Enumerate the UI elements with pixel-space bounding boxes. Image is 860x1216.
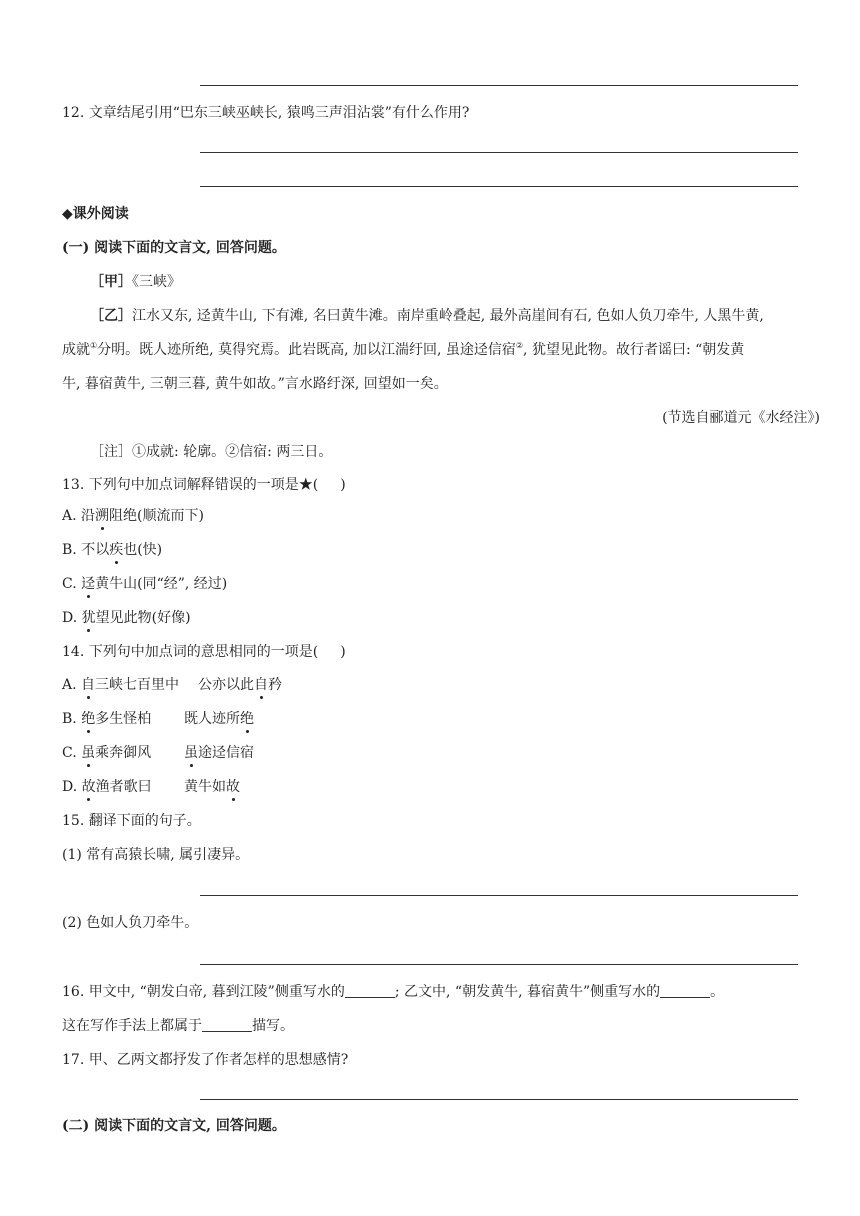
yi-text: 成就 <box>62 342 90 358</box>
dotted-word: 故 <box>226 779 240 795</box>
jia-title: 《三峡》 <box>132 274 181 290</box>
question-text: 。 <box>710 984 725 1000</box>
option-text: 多生怪柏 <box>95 711 152 727</box>
option-text: 既人迹所 <box>184 711 240 727</box>
fill-blank[interactable] <box>660 983 710 998</box>
option-text: A. <box>62 677 82 693</box>
part-two-heading: (二) 阅读下面的文言文, 回答问题。 <box>62 1118 286 1134</box>
fill-blank[interactable] <box>345 983 395 998</box>
option-text: 途迳信宿 <box>198 745 254 761</box>
footnote-mark: ② <box>515 341 524 350</box>
q13-option-d[interactable] <box>62 608 191 628</box>
question-14 <box>62 642 346 662</box>
option-text: 三峡七百里中 <box>95 677 180 693</box>
q14-option-d-second <box>184 777 240 797</box>
option-text: 阻绝(顺流而下) <box>109 508 204 524</box>
answer-line[interactable] <box>200 1099 798 1100</box>
option-text: 乘奔御风 <box>95 745 152 761</box>
dotted-word: 故 <box>81 779 96 795</box>
dotted-word: 自 <box>81 677 96 693</box>
section-heading-outside-reading: ◆课外阅读 <box>62 206 129 222</box>
option-text: 黄牛如 <box>184 779 226 795</box>
q14-option-b-second <box>184 709 254 729</box>
paren-close: ) <box>340 644 346 660</box>
option-text: 公亦以此 <box>198 677 254 693</box>
yi-text: 分明。既人迹所绝, 莫得究焉。此岩既高, 加以江湍纡回, 虽途迳信宿 <box>97 342 516 358</box>
question-text: 描写。 <box>252 1018 294 1034</box>
option-text: 矜 <box>268 677 282 693</box>
dotted-word: 溯 <box>95 508 110 524</box>
question-16 <box>62 982 724 1002</box>
dotted-word: 绝 <box>81 711 96 727</box>
yi-text: 江水又东, 迳黄牛山, 下有滩, 名曰黄牛滩。南岸重岭叠起, 最外高崖间有石, 色如人负刀牵牛, 人黑牛黄, <box>132 308 764 324</box>
question-text: 这在写作手法上都属于 <box>62 1018 202 1034</box>
passage-jia <box>90 272 181 292</box>
yi-label: ［乙］ <box>90 308 132 324</box>
fill-blank[interactable] <box>202 1017 252 1032</box>
answer-line <box>200 152 798 153</box>
passage-yi-line-1 <box>90 306 764 326</box>
dotted-word: 虽 <box>184 745 198 761</box>
part-one-heading: (一) 阅读下面的文言文, 回答问题。 <box>62 240 286 256</box>
answer-line <box>200 85 798 86</box>
option-text: B. 不以 <box>62 542 110 558</box>
dotted-word: 绝 <box>240 711 254 727</box>
question-stem: 13. 下列句中加点词解释错误的一项是★( <box>62 477 319 493</box>
dotted-word: 迳 <box>81 576 96 592</box>
option-text: 黄牛山(同“经”, 经过) <box>95 576 228 592</box>
passage-yi-line-2 <box>62 340 744 360</box>
option-text: C. <box>62 745 82 761</box>
dotted-word: 虽 <box>81 745 96 761</box>
q14-option-d[interactable] <box>62 777 152 797</box>
dotted-word: 自 <box>254 677 268 693</box>
q14-option-c[interactable] <box>62 743 151 763</box>
q15-sentence-2: (2) 色如人负刀牵牛。 <box>62 915 199 931</box>
option-text: D. <box>62 610 82 626</box>
q15-sentence-1: (1) 常有高猿长啸, 属引凄异。 <box>62 847 250 863</box>
q14-option-b[interactable] <box>62 709 151 729</box>
option-text: C. <box>62 576 82 592</box>
option-text: 渔者歌曰 <box>95 779 152 795</box>
jia-label: ［甲］ <box>90 274 132 290</box>
option-text: D. <box>62 779 82 795</box>
question-15: 15. 翻译下面的句子。 <box>62 813 201 829</box>
q13-option-c[interactable] <box>62 574 227 594</box>
option-text: 望见此物(好像) <box>95 610 191 626</box>
q13-option-a[interactable] <box>62 506 204 526</box>
paren-close: ) <box>340 477 346 493</box>
option-text: A. 沿 <box>62 508 96 524</box>
q13-option-b[interactable] <box>62 540 162 560</box>
answer-line[interactable] <box>200 964 798 965</box>
question-13 <box>62 475 346 495</box>
dotted-word: 疾 <box>109 542 124 558</box>
q14-option-a-second <box>198 675 282 695</box>
question-text: ; 乙文中, “朝发黄牛, 暮宿黄牛”侧重写水的 <box>394 984 661 1000</box>
question-17: 17. 甲、乙两文都抒发了作者怎样的思想感情? <box>62 1052 349 1068</box>
q14-option-c-second <box>184 743 254 763</box>
question-16-line-2 <box>62 1016 294 1036</box>
q14-option-a[interactable] <box>62 675 179 695</box>
question-stem: 14. 下列句中加点词的意思相同的一项是( <box>62 644 319 660</box>
question-12: 12. 文章结尾引用“巴东三峡巫峡长, 猿鸣三声泪沾裳”有什么作用? <box>62 105 470 121</box>
option-text: 也(快) <box>123 542 163 558</box>
footnote-mark: ① <box>90 341 98 350</box>
source-citation: (节选自郦道元《水经注》) <box>662 410 820 426</box>
option-text: B. <box>62 711 82 727</box>
question-text: 16. 甲文中, “朝发白帝, 暮到江陵”侧重写水的 <box>62 984 345 1000</box>
answer-line <box>200 186 798 187</box>
footnotes: ［注］①成就: 轮廓。②信宿: 两三日。 <box>90 444 333 460</box>
yi-text: , 犹望见此物。故行者谣曰: “朝发黄 <box>523 342 745 358</box>
passage-yi-line-3: 牛, 暮宿黄牛, 三朝三暮, 黄牛如故。”言水路纡深, 回望如一矣。 <box>62 376 448 392</box>
dotted-word: 犹 <box>81 610 96 626</box>
answer-line[interactable] <box>200 895 798 896</box>
